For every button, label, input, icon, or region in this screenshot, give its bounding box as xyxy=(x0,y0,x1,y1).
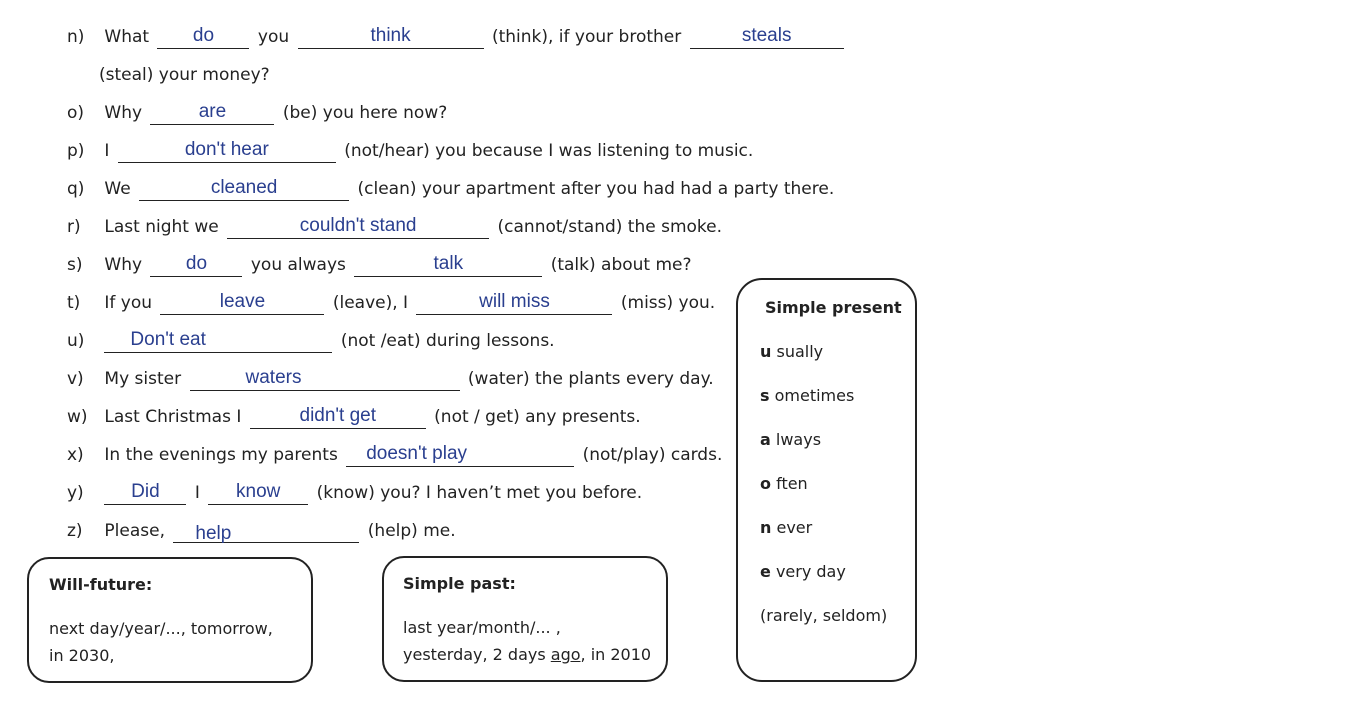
exercise-n-continuation xyxy=(99,63,270,87)
exercise-text: Why xyxy=(104,103,143,123)
exercise-text: Last Christmas I xyxy=(104,407,242,427)
exercise-text: In the evenings my parents xyxy=(104,445,338,465)
answer-blank[interactable] xyxy=(104,481,186,505)
simple-present-note: (rarely, seldom) xyxy=(760,606,888,625)
exercise-s xyxy=(67,253,692,277)
answer-text: leave xyxy=(219,291,266,312)
will-future-box xyxy=(27,557,313,683)
exercise-label: u) xyxy=(67,331,85,351)
simple-past-title: Simple past: xyxy=(403,574,516,593)
answer-blank[interactable] xyxy=(150,253,242,277)
simple-past-underlined: ago xyxy=(550,645,581,664)
answer-text: Did xyxy=(131,481,160,502)
signal-letter: u xyxy=(760,342,772,361)
will-future-line-1: next day/year/..., tomorrow, xyxy=(49,619,273,638)
simple-present-title: Simple present xyxy=(765,298,902,317)
answer-text: doesn't play xyxy=(366,443,468,464)
exercise-text: (not /eat) during lessons. xyxy=(340,331,555,351)
exercise-p xyxy=(67,139,753,163)
answer-blank[interactable] xyxy=(250,405,426,429)
answer-blank[interactable] xyxy=(160,291,324,315)
exercise-text: I xyxy=(104,141,110,161)
exercise-r xyxy=(67,215,722,239)
signal-letter: n xyxy=(760,518,772,537)
answer-text: waters xyxy=(245,367,302,388)
exercise-text: (clean) your apartment after you had had a party there. xyxy=(357,179,835,199)
answer-text: do xyxy=(185,253,208,274)
exercise-text: (talk) about me? xyxy=(550,255,692,275)
answer-text: will miss xyxy=(479,291,550,312)
signal-rest: sually xyxy=(771,342,824,361)
answer-text: are xyxy=(198,101,227,122)
exercise-text: Please, xyxy=(104,521,165,541)
exercise-q xyxy=(67,177,834,201)
answer-text: do xyxy=(192,25,215,46)
answer-blank[interactable] xyxy=(354,253,542,277)
exercise-t xyxy=(67,291,715,315)
simple-past-line-1: last year/month/... , xyxy=(403,618,561,637)
answer-blank[interactable] xyxy=(139,177,349,201)
exercise-n xyxy=(67,25,847,49)
signal-rest: ometimes xyxy=(769,386,855,405)
answer-text: cleaned xyxy=(210,177,278,198)
exercise-text: Why xyxy=(104,255,143,275)
exercise-w xyxy=(67,405,641,429)
signal-rest: ften xyxy=(771,474,808,493)
exercise-text: We xyxy=(104,179,131,199)
exercise-z xyxy=(67,519,456,543)
will-future-line-2: in 2030, xyxy=(49,646,115,665)
exercise-text: (steal) your money? xyxy=(99,65,270,85)
answer-text: couldn't stand xyxy=(299,215,417,236)
answer-text: steals xyxy=(741,25,792,46)
answer-blank[interactable] xyxy=(190,367,460,391)
signal-letter: e xyxy=(760,562,771,581)
exercise-text: you xyxy=(257,27,290,47)
signal-rest: very day xyxy=(770,562,846,581)
answer-text: talk xyxy=(433,253,464,274)
answer-text: didn't get xyxy=(299,405,377,426)
signal-word xyxy=(760,386,854,405)
exercise-label: n) xyxy=(67,27,85,47)
exercise-text: (cannot/stand) the smoke. xyxy=(497,217,723,237)
exercise-label: y) xyxy=(67,483,84,503)
exercise-text: If you xyxy=(104,293,153,313)
exercise-y xyxy=(67,481,642,505)
exercise-x xyxy=(67,443,722,467)
answer-text: help xyxy=(195,523,232,544)
answer-blank[interactable] xyxy=(104,329,332,353)
exercise-text: (not/hear) you because I was listening to music. xyxy=(344,141,754,161)
exercise-text: (leave), I xyxy=(332,293,409,313)
exercise-text: you always xyxy=(250,255,346,275)
exercise-label: z) xyxy=(67,521,83,541)
exercise-v xyxy=(67,367,714,391)
exercise-text: What xyxy=(104,27,150,47)
answer-blank[interactable] xyxy=(298,25,484,49)
answer-blank[interactable] xyxy=(157,25,249,49)
answer-blank[interactable] xyxy=(150,101,274,125)
exercise-text: (water) the plants every day. xyxy=(467,369,714,389)
answer-blank[interactable] xyxy=(346,443,574,467)
simple-past-line-2 xyxy=(403,645,651,664)
signal-rest: ever xyxy=(771,518,813,537)
simple-past-text: yesterday, 2 days xyxy=(403,645,551,664)
exercise-text: (know) you? I haven’t met you before. xyxy=(316,483,643,503)
exercise-text: My sister xyxy=(104,369,182,389)
simple-present-box xyxy=(736,278,917,682)
answer-text: Don't eat xyxy=(130,329,206,350)
signal-word xyxy=(760,518,812,537)
exercise-text: Last night we xyxy=(104,217,219,237)
exercise-label: x) xyxy=(67,445,84,465)
exercise-o xyxy=(67,101,447,125)
signal-letter: o xyxy=(760,474,771,493)
answer-blank[interactable] xyxy=(208,481,308,505)
exercise-label: r) xyxy=(67,217,81,237)
exercise-text: (help) me. xyxy=(367,521,456,541)
signal-letter: a xyxy=(760,430,771,449)
exercise-label: v) xyxy=(67,369,84,389)
exercise-text: (not / get) any presents. xyxy=(434,407,641,427)
exercise-text: (be) you here now? xyxy=(282,103,448,123)
will-future-title: Will-future: xyxy=(49,575,153,594)
signal-word xyxy=(760,562,846,581)
answer-text: know xyxy=(236,481,281,502)
answer-blank[interactable] xyxy=(690,25,844,49)
answer-blank[interactable] xyxy=(118,139,336,163)
exercise-label: t) xyxy=(67,293,81,313)
answer-text: don't hear xyxy=(184,139,269,160)
answer-text: think xyxy=(370,25,411,46)
exercise-text: I xyxy=(194,483,200,503)
signal-word xyxy=(760,430,821,449)
signal-word xyxy=(760,474,808,493)
signal-letter: s xyxy=(760,386,770,405)
simple-past-text: , in 2010 xyxy=(580,645,652,664)
answer-blank[interactable] xyxy=(227,215,489,239)
answer-blank[interactable] xyxy=(416,291,612,315)
exercise-label: s) xyxy=(67,255,83,275)
exercise-u xyxy=(67,329,555,353)
exercise-label: q) xyxy=(67,179,85,199)
answer-blank[interactable] xyxy=(173,522,359,543)
exercise-text: (not/play) cards. xyxy=(582,445,723,465)
exercise-text: (miss) you. xyxy=(620,293,716,313)
simple-past-box xyxy=(382,556,668,682)
signal-word xyxy=(760,342,823,361)
exercise-text: (think), if your brother xyxy=(491,27,682,47)
exercise-label: o) xyxy=(67,103,85,123)
exercise-label: w) xyxy=(67,407,88,427)
exercise-label: p) xyxy=(67,141,85,161)
signal-rest: lways xyxy=(770,430,822,449)
